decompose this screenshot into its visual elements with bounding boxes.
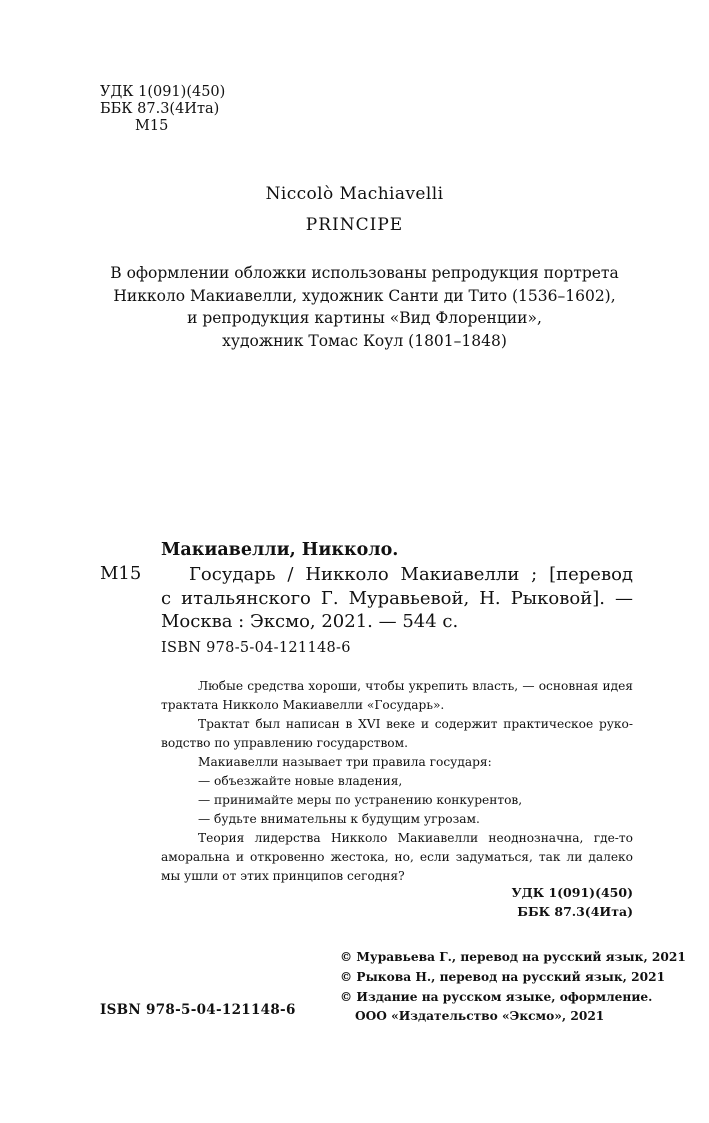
bib-isbn: ISBN 978-5-04-121148-6	[161, 640, 351, 656]
annotation-line: водство по управлению государством.	[161, 736, 408, 750]
annotation-line: Теория лидерства Никколо Макиавелли неоднозначна, где-то	[198, 831, 633, 845]
annotation-line: Трактат был написан в XVI веке и содержит практическое руко-	[198, 717, 633, 731]
annotation	[161, 677, 633, 886]
original-title: PRINCIPE	[305, 215, 404, 235]
udk-code: УДК 1(091)(450)	[511, 885, 633, 900]
bib-line: Москва : Эксмо, 2021. — 544 с.	[161, 611, 459, 632]
annotation-line: — принимайте меры по устранению конкурентов,	[198, 793, 523, 807]
annotation-line: — объезжайте новые владения,	[198, 774, 403, 788]
bib-line: Государь / Никколо Макиавелли ; [перевод	[189, 564, 633, 585]
cover-note-line: и репродукция картины «Вид Флоренции»,	[187, 309, 542, 327]
isbn-bottom: ISBN 978-5-04-121148-6	[100, 1002, 296, 1018]
copyright-line: © Рыкова Н., перевод на русский язык, 2021	[340, 969, 666, 984]
cover-note	[60, 262, 669, 352]
classification-codes	[100, 84, 225, 135]
cover-note-line: Никколо Макиавелли, художник Санти ди Тито (1536–1602),	[113, 286, 616, 305]
copyright-block	[340, 948, 686, 1027]
original-author: Niccolò Machiavelli	[265, 184, 444, 204]
annotation-line: трактата Никколо Макиавелли «Государь».	[161, 698, 445, 712]
annotation-line: мы ушли от этих принципов сегодня?	[161, 869, 405, 883]
author-mark: М15	[135, 118, 169, 134]
bbk-code: ББК 87.3(4Ита)	[100, 101, 220, 117]
copyright-line: © Издание на русском языке, оформление.	[340, 989, 653, 1004]
annotation-line: — будьте внимательны к будущим угрозам.	[198, 812, 480, 826]
bib-author: Макиавелли, Никколо.	[161, 540, 399, 560]
bib-line: с итальянского Г. Муравьевой, Н. Рыковой]. —	[161, 587, 633, 609]
bib-author-mark: М15	[100, 563, 142, 584]
annotation-line: Любые средства хороши, чтобы укрепить власть, — основная идея	[198, 679, 633, 693]
bbk-code: ББК 87.3(4Ита)	[517, 904, 633, 919]
udk-code: УДК 1(091)(450)	[100, 84, 226, 100]
copyright-line: © Муравьева Г., перевод на русский язык, 2021	[340, 950, 686, 964]
copyright-line: ООО «Издательство «Эксмо», 2021	[355, 1009, 605, 1024]
annotation-line: Макиавелли называет три правила государя:	[198, 755, 492, 769]
classification-codes-right	[400, 883, 633, 921]
annotation-line: аморальна и откровенно жестока, но, если задуматься, так ли далеко	[161, 850, 633, 864]
bib-description	[161, 563, 633, 634]
cover-note-line: художник Томас Коул (1801–1848)	[222, 331, 507, 350]
cover-note-line: В оформлении обложки использованы репродукция портрета	[110, 264, 619, 282]
